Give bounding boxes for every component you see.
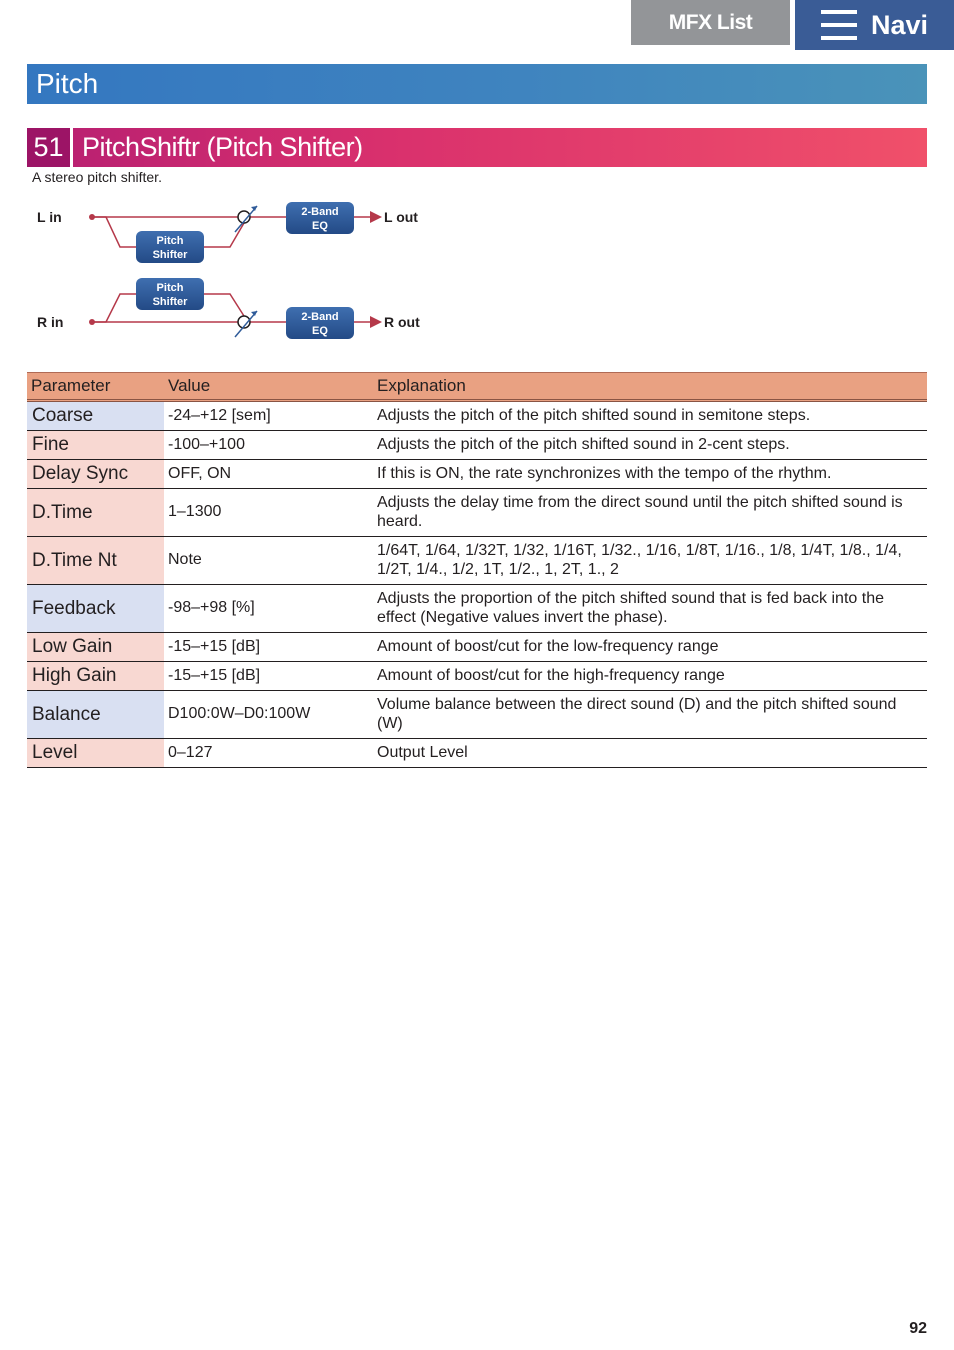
svg-text:Shifter: Shifter (152, 249, 188, 261)
param-value: -98–+98 [%] (164, 585, 373, 633)
table-row (27, 585, 927, 633)
table-row (27, 401, 927, 431)
table-header-row (27, 373, 927, 401)
svg-text:Shifter: Shifter (152, 296, 188, 308)
eq-block-r (286, 307, 354, 339)
parameter-table (27, 372, 927, 768)
param-explanation: Amount of boost/cut for the high-frequency range (373, 662, 927, 691)
r-in-label: R in (37, 314, 64, 330)
page-number: 92 (909, 1320, 927, 1337)
param-value: -15–+15 [dB] (164, 662, 373, 691)
effect-title: PitchShiftr (Pitch Shifter) (82, 132, 363, 162)
eq-block-l (286, 202, 354, 234)
r-out-label: R out (384, 314, 420, 330)
param-name: D.Time (27, 489, 164, 537)
param-name: High Gain (27, 662, 164, 691)
param-explanation: Adjusts the pitch of the pitch shifted sound in semitone steps. (373, 401, 927, 431)
table-row (27, 431, 927, 460)
param-name: Delay Sync (27, 460, 164, 489)
l-out-label: L out (384, 209, 418, 225)
param-explanation: Adjusts the delay time from the direct sound until the pitch shifted sound is heard. (373, 489, 927, 537)
svg-text:2-Band: 2-Band (301, 311, 339, 323)
navi-button[interactable] (795, 0, 954, 50)
table-row (27, 489, 927, 537)
effect-description: A stereo pitch shifter. (32, 169, 162, 185)
effect-header (27, 128, 927, 167)
effect-number: 51 (27, 128, 73, 167)
header-value: Value (164, 373, 373, 401)
param-explanation: Adjusts the proportion of the pitch shifted sound that is fed back into the effect (Negative values invert the phase). (373, 585, 927, 633)
l-in-label: L in (37, 209, 62, 225)
table-row (27, 460, 927, 489)
svg-text:EQ: EQ (312, 220, 328, 232)
param-value: D100:0W–D0:100W (164, 691, 373, 739)
param-explanation: Output Level (373, 739, 927, 768)
header-parameter: Parameter (27, 373, 164, 401)
table-row (27, 633, 927, 662)
navi-label: Navi (870, 9, 929, 40)
param-explanation: Adjusts the pitch of the pitch shifted sound in 2-cent steps. (373, 431, 927, 460)
param-name: Low Gain (27, 633, 164, 662)
param-explanation: Volume balance between the direct sound (D) and the pitch shifted sound (W) (373, 691, 927, 739)
section-title: Pitch (27, 64, 927, 104)
pitch-shifter-block-l (136, 231, 204, 263)
param-explanation: Amount of boost/cut for the low-frequency range (373, 633, 927, 662)
svg-text:EQ: EQ (312, 325, 328, 337)
param-explanation: If this is ON, the rate synchronizes with the tempo of the rhythm. (373, 460, 927, 489)
header-explanation: Explanation (373, 373, 927, 401)
param-value: Note (164, 537, 373, 585)
param-value: OFF, ON (164, 460, 373, 489)
param-explanation: 1/64T, 1/64, 1/32T, 1/32, 1/16T, 1/32., 1/16, 1/8T, 1/16., 1/8, 1/4T, 1/8., 1/4, 1/2T, 1/4., 1/2, 1T, 1/2., 1, 2T, 1., 2 (373, 537, 927, 585)
svg-text:2-Band: 2-Band (301, 206, 339, 218)
signal-flow-diagram (30, 195, 430, 345)
param-value: -24–+12 [sem] (164, 401, 373, 431)
svg-text:Pitch: Pitch (156, 235, 184, 247)
mfx-list-button[interactable]: MFX List (631, 0, 790, 45)
param-name: Coarse (27, 401, 164, 431)
table-row (27, 537, 927, 585)
param-name: Fine (27, 431, 164, 460)
table-row (27, 739, 927, 768)
table-row (27, 662, 927, 691)
param-name: Balance (27, 691, 164, 739)
param-value: 0–127 (164, 739, 373, 768)
menu-icon (821, 10, 857, 40)
param-name: Feedback (27, 585, 164, 633)
pitch-shifter-block-r (136, 278, 204, 310)
param-name: D.Time Nt (27, 537, 164, 585)
param-value: 1–1300 (164, 489, 373, 537)
svg-text:Pitch: Pitch (156, 282, 184, 294)
param-value: -15–+15 [dB] (164, 633, 373, 662)
table-row (27, 691, 927, 739)
param-value: -100–+100 (164, 431, 373, 460)
param-name: Level (27, 739, 164, 768)
